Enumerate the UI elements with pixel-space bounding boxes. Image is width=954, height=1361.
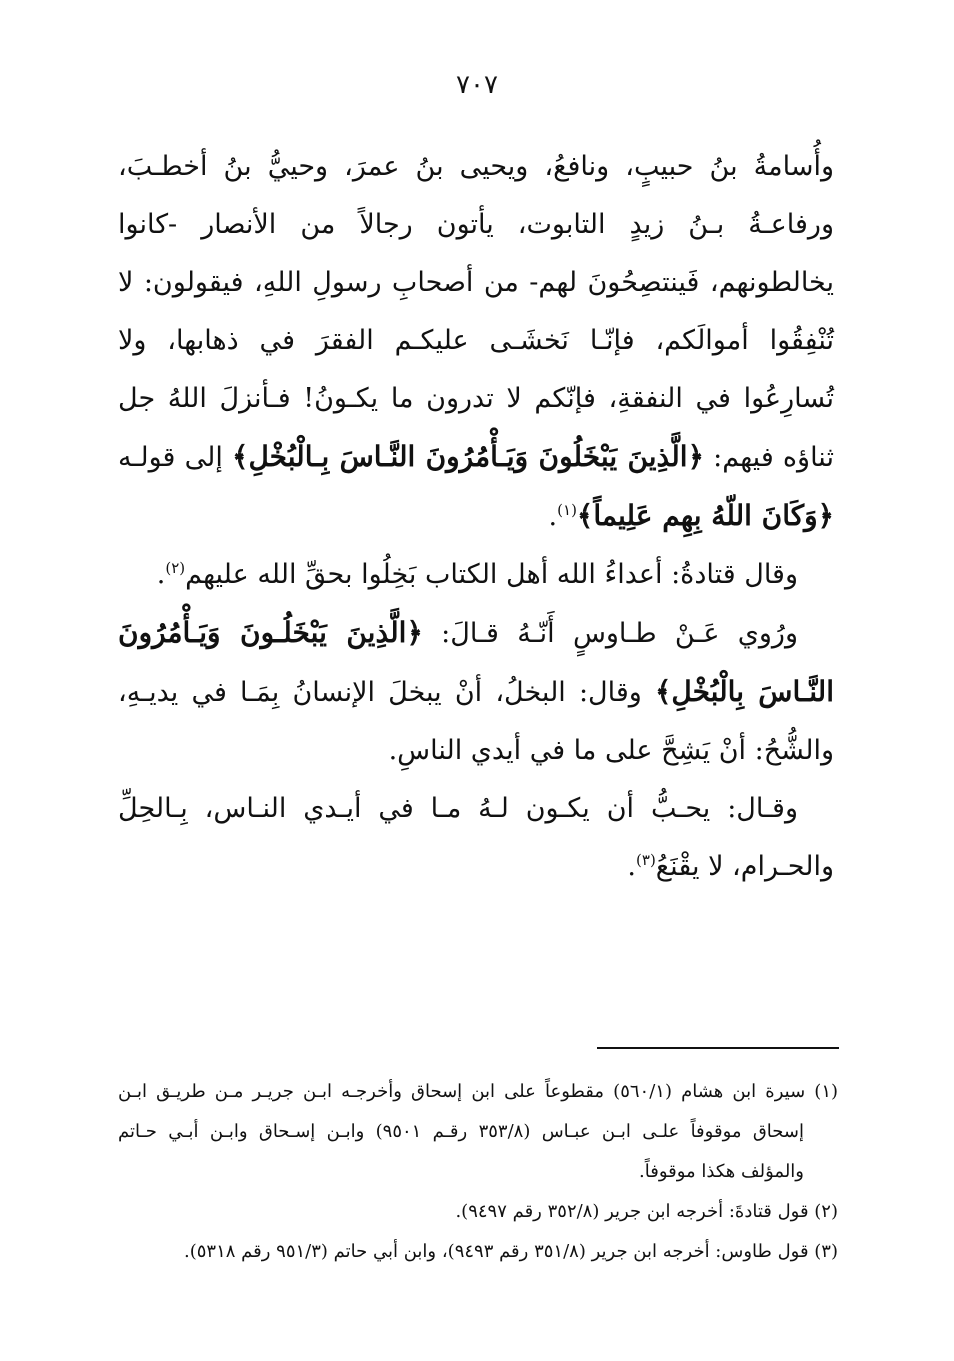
- footnotes: [118, 1072, 838, 1272]
- quran-verse-3: ﴿الَّذِينَ يَبْخَلُـونَ وَيَـأْمُرُونَ النَّـاسَ بِالْبُخْلِ﴾: [118, 616, 834, 708]
- footnote-1: (١) سيرة ابن هشام (٥٦٠/١) مقطوعاً على ابن إسحاق وأخرجـه ابـن جريـر مـن طريـق ابـن إسحاق موقوفاً علـى ابـن عبـاس (٣٥٣/٨ رقـم ٩٥٠١) وابـن إسـحاق وابـن أبـي حـاتم والمؤلف هكذا موقوفاً.: [118, 1081, 839, 1182]
- quran-verse-1: ﴿الَّذِينَ يَبْخَلُونَ وَيَـأْمُرُونَ النَّـاسَ بِـالْبُخْلِ﴾: [232, 440, 704, 473]
- paragraph-4: [118, 780, 834, 896]
- paragraph-1-end: .: [548, 501, 558, 532]
- paragraph-2: [118, 546, 834, 604]
- paragraph-2-end: .: [156, 559, 166, 590]
- paragraph-3-end: وقال: البخلُ، أنْ يبخلَ الإنسانُ بِمَـا في يديـهِ، والشُّحُ: أنْ يَشِحَّ على ما في أيدي الناسِ.: [118, 677, 834, 766]
- quran-verse-2: ﴿وَكَانَ اللّهُ بِهِم عَلِيماً﴾: [576, 499, 834, 532]
- paragraph-1-text: وأُسامةُ بنُ حبيبٍ، ونافعُ، ويحيى بنُ عمرَ، وحييُّ بنُ أخطـبَ، ورفاعـةُ بـنُ زيدٍ التابوت، يأتون رجالاً من الأنصار -كانوا يخالطونهم، فَينتصِحُونَ لهم- من أصحابِ رسولِ اللهِ، فيقولون: لا تُنْفِقُوا أموالَكم، فإنّـا نَخشَـى عليكـم الفقرَ في ذهابها، ولا تُسارِعُوا في النفقةِ، فإنّكم لا تدرون ما يكـونُ! فـأنزلَ اللهُ جل ثناؤه فيهم:: [118, 151, 834, 473]
- paragraph-4-text: وقـال: يحـبُّ أن يكـون لـهُ مـا في أيـدي النـاس، بِـالحِلِّ والحـرام، لا يقْنَعُ: [118, 793, 834, 882]
- paragraph-1: [118, 138, 834, 546]
- paragraph-1-mid: إلى قولـه: [118, 442, 223, 473]
- footnote-3: (٣) قول طاوس: أخرجه ابن جرير (٣٥١/٨ رقم ٩٤٩٣)، وابن أبي حاتم (٩٥١/٣ رقم ٥٣١٨).: [184, 1241, 838, 1262]
- paragraph-4-end: .: [627, 851, 637, 882]
- footnote-ref-2: (٢): [165, 559, 186, 577]
- footnote-ref-3: (٣): [636, 851, 656, 869]
- main-text: [118, 138, 834, 896]
- paragraph-3-start: ورُوي عَـنْ طـاوسٍ أَنّـهُ قـالَ:: [441, 618, 798, 649]
- paragraph-2-text: وقال قتادةُ: أعداءُ الله أهل الكتاب بَخِلُوا بحقِّ الله عليهم: [185, 559, 798, 590]
- footnote-2: (٢) قول قتادةَ: أخرجه ابن جرير (٣٥٢/٨ رقم ٩٤٩٧).: [455, 1201, 838, 1222]
- footnote-separator: [597, 1047, 839, 1049]
- footnote-ref-1: (١): [557, 501, 577, 519]
- page-number: ٧٠٧: [456, 70, 498, 100]
- paragraph-3: [118, 604, 834, 780]
